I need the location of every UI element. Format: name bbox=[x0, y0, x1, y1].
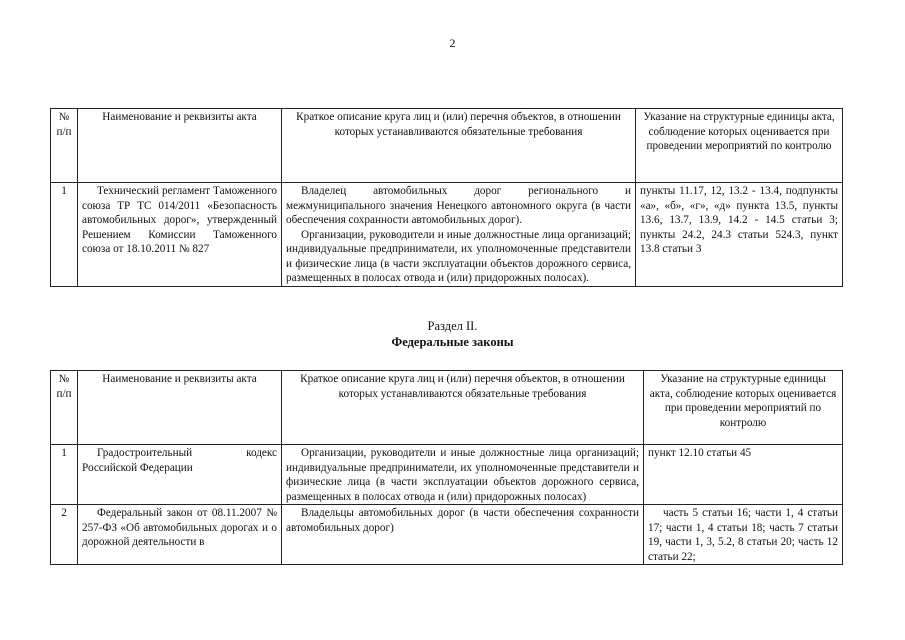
row-description bbox=[282, 183, 636, 287]
section-subtitle: Федеральные законы bbox=[391, 335, 514, 349]
row-structural-units: пункты 11.17, 12, 13.2 - 13.4, подпункты «а», «б», «г», «д» пункта 13.5, пункты 13.6, 13.7, 13.9, 14.2 - 14.5 статьи 3; пункты 24.2, 24.3 статьи 524.3, пункт 13.8 статьи 3 bbox=[636, 183, 843, 287]
row-act-name: Технический регламент Таможенного союза ТР ТС 014/2011 «Безопасность автомобильных дорог», утвержденный Решением Комиссии Таможенного союза от 18.10.2011 № 827 bbox=[78, 183, 282, 287]
row-num: 1 bbox=[51, 445, 78, 505]
header-structural-units: Указание на структурные единицы акта, соблюдение которых оценивается при проведении мероприятий по контролю bbox=[644, 371, 843, 445]
section-title: Раздел II. bbox=[427, 319, 478, 333]
row-act-name: Федеральный закон от 08.11.2007 № 257-ФЗ «Об автомобильных дорогах и о дорожной деятельности в bbox=[82, 507, 277, 548]
row-act-name-cell bbox=[78, 505, 282, 565]
section-heading bbox=[0, 318, 905, 350]
header-description: Краткое описание круга лиц и (или) перечня объектов, в отношении которых устанавливаются обязательные требования bbox=[282, 109, 636, 183]
header-num: № п/п bbox=[51, 109, 78, 183]
row-structural-units: пункт 12.10 статьи 45 bbox=[644, 445, 843, 505]
header-num: № п/п bbox=[51, 371, 78, 445]
header-act-name: Наименование и реквизиты акта bbox=[78, 109, 282, 183]
requirements-table-section-1 bbox=[50, 108, 843, 287]
table-row bbox=[51, 445, 843, 505]
row-num: 1 bbox=[51, 183, 78, 287]
description-paragraph: Владелец автомобильных дорог регионального и межмуниципального значения Ненецкого автономного округа (в части обеспечения сохранности автомобильных дорог). bbox=[286, 185, 631, 226]
row-act-name: Градостроительный кодекс Российской Федерации bbox=[78, 445, 282, 505]
row-structural-units: часть 5 статьи 16; части 1, 4 статьи 17; части 1, 4 статьи 18; часть 7 статьи 19, части 1, 3, 5.2, 8 статьи 20; часть 12 статьи 22; bbox=[644, 505, 843, 565]
header-structural-units: Указание на структурные единицы акта, соблюдение которых оценивается при проведении мероприятий по контролю bbox=[636, 109, 843, 183]
page-number: 2 bbox=[449, 36, 456, 50]
description-paragraph: Организации, руководители и иные должностные лица организаций; индивидуальные предприниматели, их уполномоченные представители и физические лица (в части эксплуатации объектов дорожного сервиса, размещенных в полосах отвода и (или) придорожных полосах). bbox=[286, 228, 631, 284]
requirements-table-section-2 bbox=[50, 370, 843, 565]
header-description: Краткое описание круга лиц и (или) перечня объектов, в отношении которых устанавливаются обязательные требования bbox=[282, 371, 644, 445]
header-act-name: Наименование и реквизиты акта bbox=[78, 371, 282, 445]
row-description: Владельцы автомобильных дорог (в части обеспечения сохранности автомобильных дорог) bbox=[282, 505, 644, 565]
table-row bbox=[51, 183, 843, 287]
row-num: 2 bbox=[51, 505, 78, 565]
table-row bbox=[51, 505, 843, 565]
row-description: Организации, руководители и иные должностные лица организаций; индивидуальные предприниматели, их уполномоченные представители и физические лица (в части эксплуатации объектов дорожного сервиса, размещенных в полосах отвода и (или) придорожных полосах) bbox=[282, 445, 644, 505]
